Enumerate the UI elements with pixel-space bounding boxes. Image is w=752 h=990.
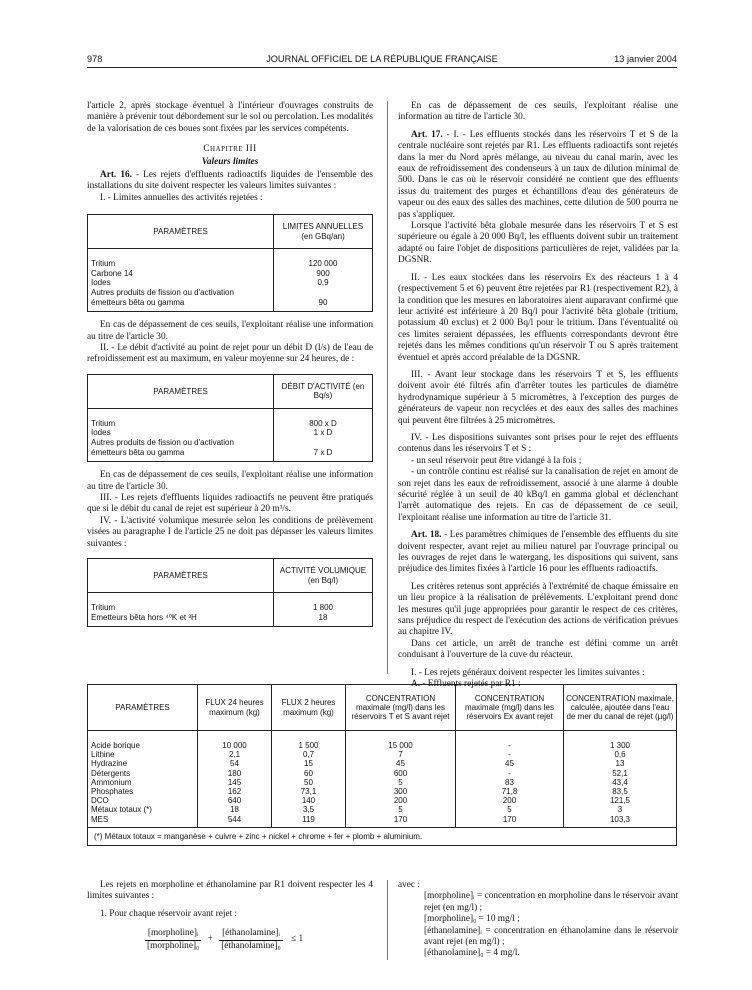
cell-value: 60 <box>272 769 346 778</box>
row-label: Hydrazine <box>88 759 198 768</box>
journal-title: JOURNAL OFFICIEL DE LA RÉPUBLIQUE FRANÇAISE <box>266 54 498 64</box>
row-label: Tritium <box>88 249 274 269</box>
row-value: 800 x D <box>274 408 373 428</box>
formula <box>145 928 373 952</box>
article-text: - Les rejets d'effluents radioactifs liquides de l'ensemble des installations du site doivent respecter les valeurs limites suivantes : <box>87 170 373 192</box>
cell-value: 1 500 <box>272 731 346 751</box>
paragraph: Les rejets en morpholine et éthanolamine par R1 doivent respecter les 4 limites suivantes : <box>87 880 373 902</box>
bottom-right-column <box>398 880 678 960</box>
column-divider <box>387 101 388 674</box>
table-row <box>88 787 677 796</box>
cell-value: 10 000 <box>198 731 272 751</box>
table-row <box>88 593 373 613</box>
cell-value: 200 <box>346 796 456 805</box>
cell-value: 640 <box>198 796 272 805</box>
list-item: - un contrôle continu est réalisé sur la canalisation de rejet en amont de son rejet dans les eaux de refroidissement, associé à une alarme à double sécurité réglée à un seuil de 40 kBq/l en gamma global et déclenchant l'arrêt automatique des rejets. En cas de dépassement de ce seuil, l'exploitant réalise une information au titre de l'article 31. <box>398 467 678 523</box>
chapter-heading: Chapitre III <box>203 144 257 155</box>
row-label: Emetteurs bêta hors ⁴⁰K et ³H <box>88 613 274 627</box>
row-label: Ammonium <box>88 778 198 787</box>
cell-value: 73,1 <box>272 787 346 796</box>
cell-value: 5 <box>346 778 456 787</box>
paragraph: II. - Les eaux stockées dans les réservoirs Ex des réacteurs 1 à 4 (respectivement 5 et 6) peuvent être rejetées par R1 (respectivement R2), à la condition que les mesures en laboratoires aient auparavant confirmé que leur activité est inférieure à 20 Bq/l pour l'activité bêta globale (tritium, potassium 40 exclus) et 2 000 Bq/l pour le tritium. Dans l'éventualité où ces limites seraient dépassées, les effluents correspondants devront être rejetés dans les mêmes conditions qu'un réservoir T ou S après traitement éventuel et après accord préalable de la DGSNR. <box>398 272 678 363</box>
definition: [éthanolamine]₀ = 4 mg/l. <box>424 948 520 959</box>
cell-value: 1 300 <box>564 731 677 751</box>
cell-value: 140 <box>272 796 346 805</box>
cell-value: 544 <box>198 815 272 828</box>
table-header: CONCENTRATION maximale, calculée, ajoutée dans l'eau de mer du canal de rejet (µg/l) <box>564 685 677 731</box>
table-header: ACTIVITÉ VOLUMIQUE (en Bq/l) <box>274 559 373 593</box>
definition: [morpholine]₀ = 10 mg/l ; <box>424 914 520 925</box>
numerator: [éthanolamine]ᵢ <box>219 928 283 940</box>
cell-value: 145 <box>198 778 272 787</box>
table-row <box>88 438 373 462</box>
table-header: FLUX 2 heures maximum (kg) <box>272 685 346 731</box>
cell-value: 50 <box>272 778 346 787</box>
cell-value: - <box>456 769 564 778</box>
bottom-left-column <box>87 880 373 952</box>
cell-value: 119 <box>272 815 346 828</box>
article-number: Art. 17. <box>411 129 443 140</box>
table-row <box>88 408 373 428</box>
row-label: Autres produits de fission ou d'activation émetteurs bêta ou gamma <box>88 288 274 312</box>
cell-value: 0,6 <box>564 750 677 759</box>
issue-date: 13 janvier 2004 <box>614 54 677 64</box>
list-item: - un seul réservoir peut être vidangé à la fois ; <box>411 455 582 466</box>
annual-limits-table <box>87 214 373 312</box>
cell-value: 170 <box>346 815 456 828</box>
cell-value: 45 <box>346 759 456 768</box>
table-footnote: (*) Métaux totaux = manganèse + cuivre + zinc + nickel + chrome + fer + plomb + aluminium. <box>87 828 677 846</box>
table-row <box>88 731 677 751</box>
article-number: Art. 16. <box>100 170 132 181</box>
definition: [morpholine]ᵢ = concentration en morpholine dans le réservoir avant rejet (en mg/l) ; <box>424 891 678 913</box>
table-row <box>88 249 373 269</box>
table-row <box>88 269 373 279</box>
cell-value: 15 <box>272 759 346 768</box>
cell-value: 170 <box>456 815 564 828</box>
paragraph: IV. - Les dispositions suivantes sont prises pour le rejet des effluents contenus dans les réservoirs T et S : <box>398 432 678 455</box>
row-value: 120 000 <box>274 249 373 269</box>
row-value: 90 <box>274 288 373 312</box>
page-number: 978 <box>87 54 103 64</box>
cell-value: 200 <box>456 796 564 805</box>
column-divider-bottom <box>387 880 388 960</box>
table-header: CONCENTRATION maximale (mg/l) dans les réservoirs T et S avant rejet <box>346 685 456 731</box>
definition: [éthanolamine]ᵢ = concentration en éthanolamine dans le réservoir avant rejet (en mg/l) ; <box>424 925 678 948</box>
row-label: Phosphates <box>88 787 198 796</box>
cell-value: 0,7 <box>272 750 346 759</box>
left-column <box>87 101 373 627</box>
article-number: Art. 18. <box>411 530 442 541</box>
numerator: [morpholine]ᵢ <box>145 928 201 940</box>
paragraph: III. - Avant leur stockage dans les réservoirs T et S, les effluents doivent avoir été filtrés afin d'arrêter toutes les particules de diamètre hydrodynamique supérieur à 5 micromètres, à l'exception des purges de générateurs de vapeur non recyclées et des eaux des salles des machines qui peuvent être filtrées à 25 micromètres. <box>398 369 678 426</box>
table-header: FLUX 24 heures maximum (kg) <box>198 685 272 731</box>
paragraph: II. - Le débit d'activité au point de rejet pour un débit D (l/s) de l'eau de refroidissement est au maximum, en valeur moyenne sur 24 heures, de : <box>87 343 373 365</box>
cell-value: 15 000 <box>346 731 456 751</box>
paragraph: III. - Les rejets d'effluents liquides radioactifs ne peuvent être pratiqués que si le débit du canal de rejet est supérieur à 20 m³/s. <box>87 493 373 515</box>
row-label: Tritium <box>88 593 274 613</box>
cell-value: 103,3 <box>564 815 677 828</box>
cell-value: 162 <box>198 787 272 796</box>
cell-value: 18 <box>198 805 272 814</box>
cell-value: 7 <box>346 750 456 759</box>
cell-value: 52,1 <box>564 769 677 778</box>
denominator: [morpholine]₀ <box>147 940 200 951</box>
paragraph: Les critères retenus sont appréciés à l'extrémité de chaque émissaire en un lieu propice à la réalisation de prélèvements. L'exploitant prend donc les mesures qu'il juge appropriées pour garantir le respect de ces critères, sans préjudice du respect de l'exécution des actions de vérification prévues au chapitre IV. <box>398 581 678 638</box>
paragraph: I. - Les rejets généraux doivent respecter les limites suivantes : <box>411 667 645 678</box>
cell-value: 300 <box>346 787 456 796</box>
table-header: LIMITES ANNUELLES (en GBq/an) <box>274 215 373 249</box>
table-row <box>88 613 373 627</box>
row-label: Tritium <box>88 408 274 428</box>
row-value: 1 x D <box>274 428 373 438</box>
paragraph: En cas de dépassement de ces seuils, l'exploitant réalise une information au titre de l'article 30. <box>87 320 373 342</box>
row-label: MES <box>88 815 198 828</box>
table-row <box>88 805 677 814</box>
paragraph: I. - Limites annuelles des activités rejetées : <box>100 192 263 203</box>
paragraph: avec : <box>398 880 420 890</box>
section-heading: Valeurs limites <box>201 156 259 167</box>
cell-value: 600 <box>346 769 456 778</box>
table-header: PARAMÈTRES <box>88 685 198 731</box>
paragraph: En cas de dépassement de ces seuils, l'exploitant réalise une information au titre de l'article 30. <box>87 470 373 492</box>
inequality: ≤ 1 <box>291 934 304 945</box>
row-label: Détergents <box>88 769 198 778</box>
cell-value: 3,5 <box>272 805 346 814</box>
row-value: 18 <box>274 613 373 627</box>
paragraph: Dans cet article, un arrêt de tranche est défini comme un arrêt conduisant à l'ouverture de la cuve du réacteur. <box>398 638 678 661</box>
activity-flow-table <box>87 374 373 462</box>
article-17 <box>398 130 678 221</box>
paragraph: Lorsque l'activité bêta globale mesurée dans les réservoirs T et S est supérieure ou égale à 20 000 Bq/l, les effluents doivent subir un traitement adapté ou faire l'objet de dispositions particulières de rejet, validées par la DGSNR. <box>398 221 678 266</box>
article-18 <box>398 530 678 576</box>
cell-value: 5 <box>346 805 456 814</box>
row-value: 900 <box>274 269 373 279</box>
paragraph: IV. - L'activité volumique mesurée selon les conditions de prélèvement visées au paragraphe I de l'article 25 ne doit pas dépasser les valeurs limites suivantes : <box>87 515 373 549</box>
paragraph: En cas de dépassement de ces seuils, l'exploitant réalise une information au titre de l'article 30. <box>398 101 678 123</box>
row-label: Lithine <box>88 750 198 759</box>
cell-value: 13 <box>564 759 677 768</box>
cell-value: 180 <box>198 769 272 778</box>
paragraph: A. - Effluents rejetés par R1 : <box>411 679 521 690</box>
cell-value: - <box>456 731 564 751</box>
cell-value: 43,4 <box>564 778 677 787</box>
table-header: PARAMÈTRES <box>88 374 274 408</box>
table-row <box>88 288 373 312</box>
paragraph: l'article 2, après stockage éventuel à l'intérieur d'ouvrages construits de manière à prévenir tout débordement sur le sol ou percolation. Les modalités de la valorisation de ces boues sont fixées par les services compétents. <box>87 101 373 134</box>
table-row <box>88 278 373 288</box>
row-label: Iodes <box>88 278 274 288</box>
volume-activity-table <box>87 558 373 627</box>
table-header: CONCENTRATION maximale (mg/l) dans les réservoirs Ex avant rejet <box>456 685 564 731</box>
cell-value: 83,5 <box>564 787 677 796</box>
table-row <box>88 778 677 787</box>
cell-value: 3 <box>564 805 677 814</box>
row-label: Iodes <box>88 428 274 438</box>
header-rule <box>87 67 677 68</box>
row-value: 7 x D <box>274 438 373 462</box>
article-text: - Les paramètres chimiques de l'ensemble des effluents du site doivent respecter, avant rejet au milieu naturel par l'ouvrage principal ou les ouvrages de rejet dans le watergang, les dispositions qui suivent, sans préjudice des limites fixées à l'article 16 pour les effluents radioactifs. <box>398 530 678 575</box>
table-row <box>88 759 677 768</box>
cell-value: 71,8 <box>456 787 564 796</box>
table-header: PARAMÈTRES <box>88 559 274 593</box>
fraction-ethanolamine <box>219 928 283 952</box>
cell-value: 54 <box>198 759 272 768</box>
table-header: PARAMÈTRES <box>88 215 274 249</box>
page-header <box>87 54 677 68</box>
cell-value: 2,1 <box>198 750 272 759</box>
table-row <box>88 428 373 438</box>
table-header: DÉBIT D'ACTIVITÉ (en Bq/s) <box>274 374 373 408</box>
right-column <box>398 101 678 691</box>
plus-sign: + <box>207 934 213 945</box>
row-label: Carbone 14 <box>88 269 274 279</box>
table-row <box>88 796 677 805</box>
row-label: Acide borique <box>88 731 198 751</box>
row-label: Métaux totaux (*) <box>88 805 198 814</box>
fraction-morpholine <box>145 928 201 952</box>
cell-value: 83 <box>456 778 564 787</box>
row-label: Autres produits de fission ou d'activation émetteurs bêta ou gamma <box>88 438 274 462</box>
cell-value: - <box>456 750 564 759</box>
chemical-limits-table <box>87 684 677 846</box>
cell-value: 121,5 <box>564 796 677 805</box>
row-value: 0,9 <box>274 278 373 288</box>
cell-value: 5 <box>456 805 564 814</box>
table-row <box>88 815 677 828</box>
paragraph: 1. Pour chaque réservoir avant rejet : <box>100 908 238 919</box>
row-value: 1 800 <box>274 593 373 613</box>
article-16 <box>87 170 373 193</box>
cell-value: 45 <box>456 759 564 768</box>
table-row <box>88 750 677 759</box>
denominator: [éthanolamine]₀ <box>221 940 281 951</box>
table-row <box>88 769 677 778</box>
article-text: - I. - Les effluents stockés dans les réservoirs T et S de la centrale nucléaire sont rejetés par R1. Les effluents radioactifs sont rejetés dans la mer du Nord après mélange, au niveau du canal marin, avec les eaux de refroidissement des condenseurs à un taux de dilution minimal de 500. Dans le cas où le réservoir considéré ne contient que des effluents issus du traitement des purges et échantillons d'eau des générateurs de vapeur ou des eaux des salles des machines, cette dilution de 500 pourra ne pas s'appliquer. <box>398 129 678 220</box>
row-label: DCO <box>88 796 198 805</box>
